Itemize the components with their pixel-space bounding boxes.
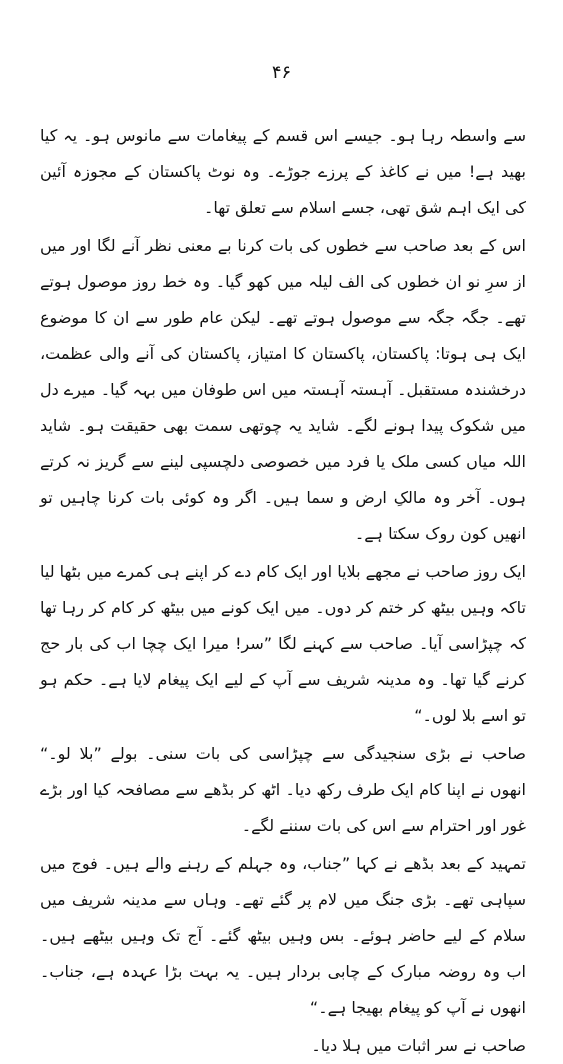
paragraph-2: اس کے بعد صاحب سے خطوں کی بات کرنا بے معنی نظر آنے لگا اور میں از سرِ نو ان خطوں کی الف لیلہ میں کھو گیا۔ وہ خط روز موصول ہوتے تھے۔ جگہ جگہ سے موصول ہوتے تھے۔ لیکن عام طور سے ان کا موضوع ایک ہی ہوتا: پاکستان، پاکستان کا امتیاز، پاکستان کی آنے والی عظمت، درخشندہ مستقبل۔ آہستہ آہستہ میں اس طوفان میں بہہ گیا۔ میرے دل میں شکوک پیدا ہونے لگے۔ شاید یہ چوتھی سمت بھی حقیقت ہو۔ شاید اللہ میاں کسی ملک یا فرد میں خصوصی دلچسپی لینے سے گریز نہ کرتے ہوں۔ آخر وہ مالکِ ارض و سما ہیں۔ اگر وہ کوئی بات کرنا چاہیں تو انھیں کون روک سکتا ہے۔ xyxy=(40,236,527,543)
paragraph-4: صاحب نے بڑی سنجیدگی سے چپڑاسی کی بات سنی۔ بولے ”بلا لو۔“ انھوں نے اپنا کام ایک طرف رکھ دیا۔ اٹھ کر بڈھے سے مصافحہ کیا اور بڑے غور اور احترام سے اس کی بات سننے لگے۔ xyxy=(40,744,526,835)
paragraph-6: صاحب نے سر اثبات میں ہلا دیا۔ xyxy=(311,1036,526,1055)
paragraph-1: سے واسطہ رہا ہو۔ جیسے اس قسم کے پیغامات سے مانوس ہو۔ یہ کیا بھید ہے! میں نے کاغذ کے پرزے جوڑے۔ وہ نوٹ پاکستان کے مجوزہ آئین کی ایک اہم شق تھی، جسے اسلام سے تعلق تھا۔ xyxy=(40,126,526,217)
page-number: ۴۶ xyxy=(271,62,292,83)
paragraph-5: تمہید کے بعد بڈھے نے کہا ”جناب، وہ جہلم کے رہنے والے ہیں۔ فوج میں سپاہی تھے۔ بڑی جنگ میں لام پر گئے تھے۔ وہاں سے مدینہ شریف میں سلام کے لیے حاضر ہوئے۔ بس وہیں بیٹھ گئے۔ آج تک وہیں بیٹھے ہیں۔ اب وہ روضہ مبارک کے چابی بردار ہیں۔ یہ بہت بڑا عہدہ ہے، جناب۔ انھوں نے آپ کو پیغام بھیجا ہے۔“ xyxy=(40,854,526,1017)
page-body xyxy=(40,118,526,1064)
paragraph-3: ایک روز صاحب نے مجھے بلایا اور ایک کام دے کر اپنے ہی کمرے میں بٹھا لیا تاکہ وہیں بیٹھ کر ختم کر دوں۔ میں ایک کونے میں بیٹھ کر کام کر رہا تھا کہ چپڑاسی آیا۔ صاحب سے کہنے لگا ”سر! میرا ایک چچا اب کی بار حج کرنے گیا تھا۔ وہ مدینہ شریف سے آپ کے لیے ایک پیغام لایا ہے۔ حکم ہو تو اسے بلا لوں۔“ xyxy=(40,562,526,725)
